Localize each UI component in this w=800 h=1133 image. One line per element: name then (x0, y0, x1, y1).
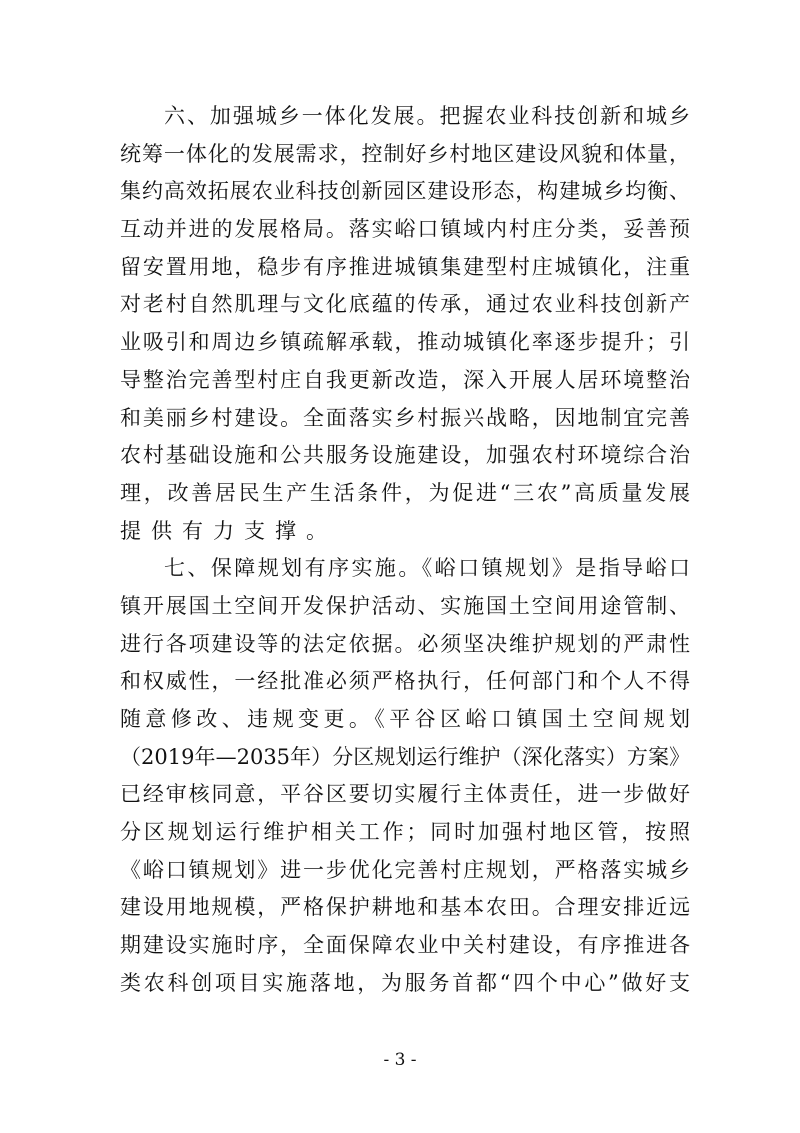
paragraph-line: 和美丽乡村建设。全面落实乡村振兴战略，因地制宜完善 (120, 405, 690, 430)
document-body (120, 98, 690, 1003)
paragraph-line: 类农科创项目实施落地，为服务首都“四个中心”做好支 (120, 970, 690, 995)
paragraph-line: 集约高效拓展农业科技创新园区建设形态，构建城乡均衡、 (120, 179, 690, 204)
paragraph-line: 理，改善居民生产生活条件，为促进“三农”高质量发展 (120, 480, 690, 505)
paragraph-line: 分区规划运行维护相关工作；同时加强村地区管，按照 (120, 820, 690, 845)
paragraph-line: 统筹一体化的发展需求，控制好乡村地区建设风貌和体量， (120, 141, 690, 166)
paragraph-line: 导整治完善型村庄自我更新改造，深入开展人居环境整治 (120, 367, 690, 392)
paragraph-line: 《峪口镇规划》进一步优化完善村庄规划，严格落实城乡 (120, 857, 690, 882)
paragraph-line: 农村基础设施和公共服务设施建设，加强农村环境综合治 (120, 443, 690, 468)
paragraph-line: 互动并进的发展格局。落实峪口镇域内村庄分类，妥善预 (120, 217, 690, 242)
paragraph-line: 随意修改、违规变更。《平谷区峪口镇国土空间规划 (120, 707, 690, 731)
paragraph-line: （2019年—2035年）分区规划运行维护（深化落实）方案》 (120, 744, 690, 769)
paragraph-first-line: 七、保障规划有序实施。《峪口镇规划》是指导峪口 (164, 556, 690, 581)
paragraph-line: 已经审核同意，平谷区要切实履行主体责任，进一步做好 (120, 782, 690, 807)
paragraph-line: 期建设实施时序，全面保障农业中关村建设，有序推进各 (120, 933, 690, 958)
page-number: - 3 - (383, 1050, 417, 1070)
paragraph-first-line: 六、加强城乡一体化发展。把握农业科技创新和城乡 (164, 104, 690, 128)
paragraph-line: 对老村自然肌理与文化底蕴的传承，通过农业科技创新产 (120, 292, 690, 317)
paragraph-line: 和权威性，一经批准必须严格执行，任何部门和个人不得 (120, 669, 690, 694)
paragraph-line: 留安置用地，稳步有序推进城镇集建型村庄城镇化，注重 (120, 254, 690, 279)
paragraph-line: 进行各项建设等的法定依据。必须坚决维护规划的严肃性 (120, 631, 690, 656)
paragraph-line: 业吸引和周边乡镇疏解承载，推动城镇化率逐步提升；引 (120, 330, 690, 355)
paragraph-line: 镇开展国土空间开发保护活动、实施国土空间用途管制、 (120, 593, 690, 618)
paragraph-line: 提供有力支撑。 (120, 518, 337, 543)
paragraph-line: 建设用地规模，严格保护耕地和基本农田。合理安排近远 (120, 895, 690, 920)
